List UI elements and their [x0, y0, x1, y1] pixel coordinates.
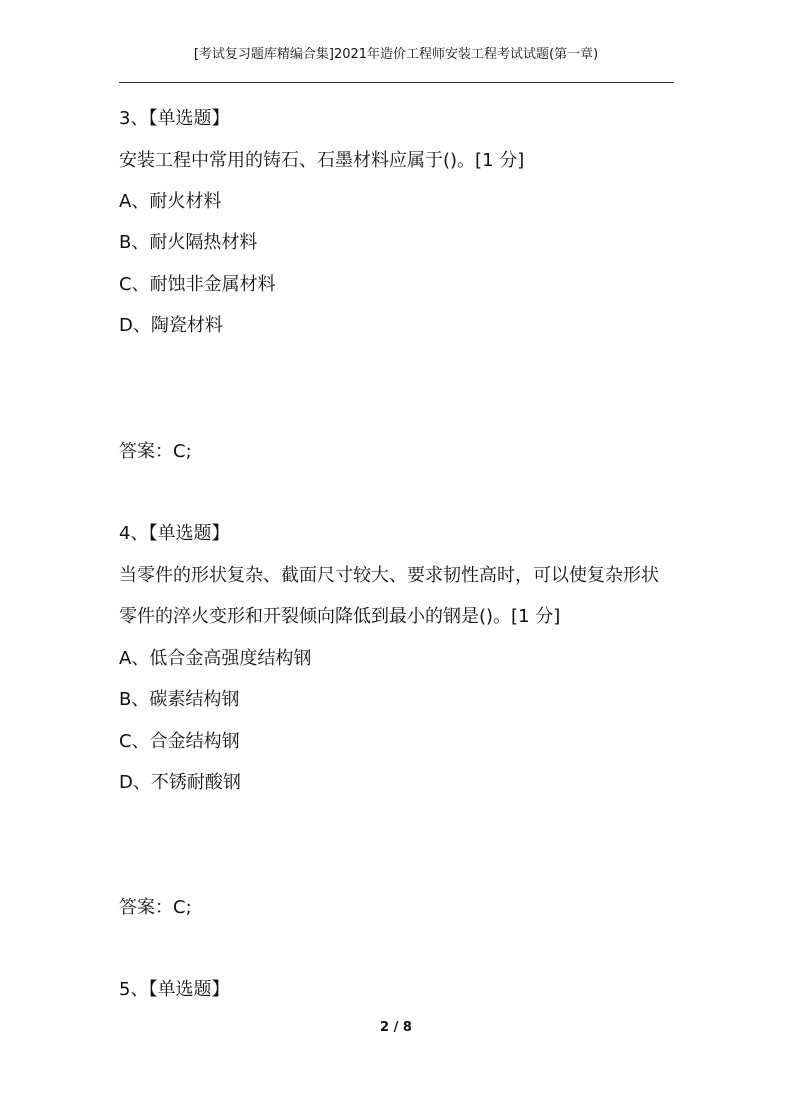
question-3-option-c: C、耐蚀非金属材料 [119, 274, 276, 295]
question-4-stem-line-1: 当零件的形状复杂、截面尺寸较大、要求韧性高时，可以使复杂形状 [119, 565, 659, 586]
page-number: 2 / 8 [380, 1020, 412, 1035]
header-divider [119, 82, 674, 83]
question-3-stem: 安装工程中常用的铸石、石墨材料应属于()。[1 分] [119, 150, 525, 171]
question-4-answer: 答案：C; [119, 897, 192, 918]
page-header: [考试复习题库精编合集]2021年造价工程师安装工程考试试题(第一章) [193, 47, 599, 62]
question-5-heading: 5、【单选题】 [119, 979, 230, 1000]
question-3-option-a: A、耐火材料 [119, 191, 222, 212]
question-4-heading: 4、【单选题】 [119, 523, 230, 544]
question-4-option-c: C、合金结构钢 [119, 731, 240, 752]
question-4-option-b: B、碳素结构钢 [119, 689, 240, 710]
question-3-option-b: B、耐火隔热材料 [119, 232, 258, 253]
question-3-answer: 答案：C; [119, 441, 192, 462]
question-4-option-a: A、低合金高强度结构钢 [119, 648, 312, 669]
question-3-heading: 3、【单选题】 [119, 108, 230, 129]
question-4-option-d: D、不锈耐酸钢 [119, 772, 241, 793]
question-4-stem-line-2: 零件的淬火变形和开裂倾向降低到最小的钢是()。[1 分] [119, 606, 561, 627]
question-3-option-d: D、陶瓷材料 [119, 315, 223, 336]
